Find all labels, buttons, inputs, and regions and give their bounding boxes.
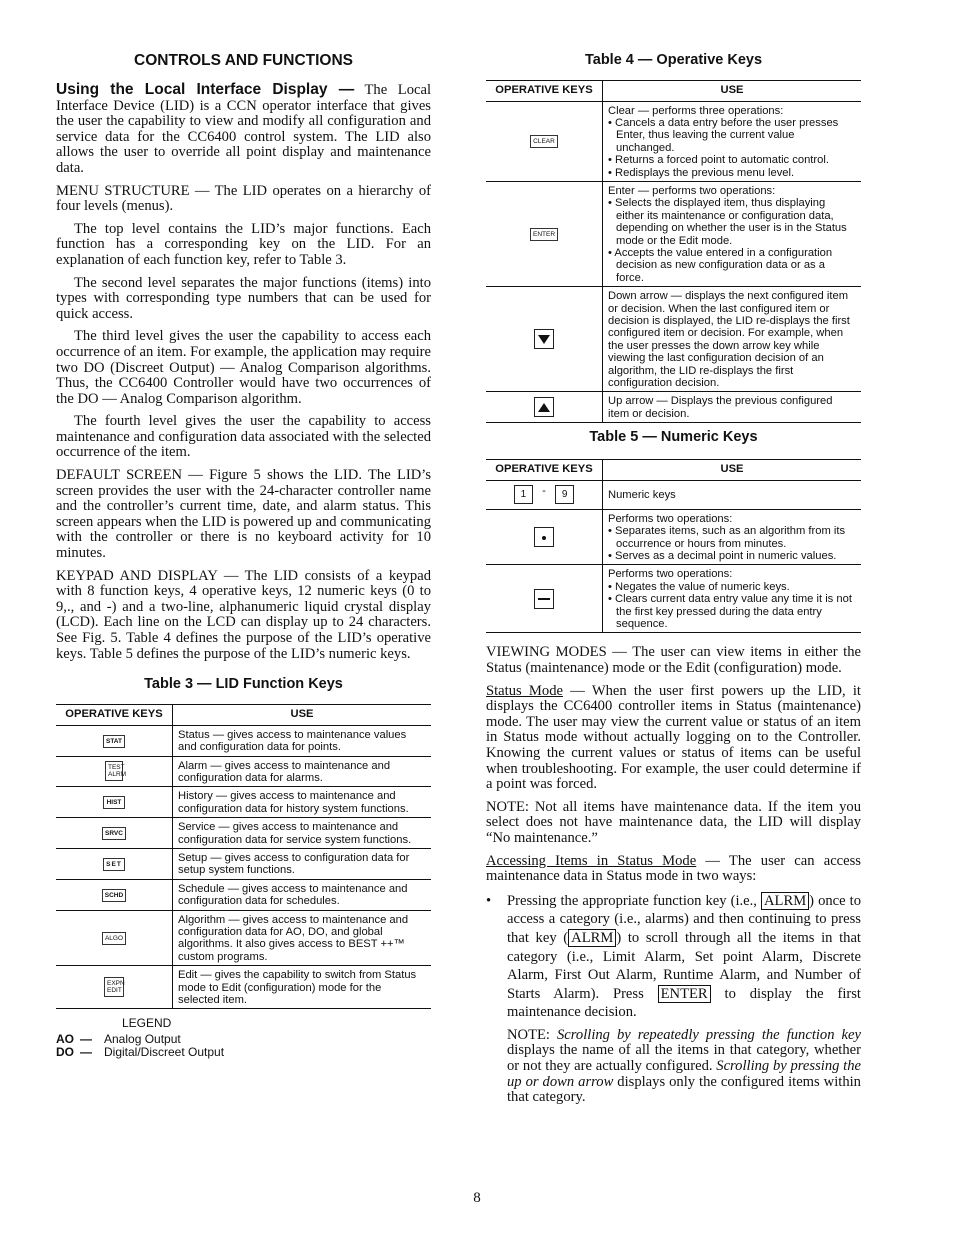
one-key-icon: 1: [514, 485, 533, 504]
table-row: [486, 480, 861, 509]
table3-caption: Table 3 — LID Function Keys: [144, 676, 343, 693]
edit-key-icon: EXPN EDIT: [104, 977, 124, 997]
third-level-paragraph: The third level gives the user the capability to access each occurrence of an item. For example, the application may require two DO (Discreet Output) — Analog Comparison algorithms. Thus, the CC6400 Controller would have two occurrences of the DO — Analog Comparison algorithm.: [56, 328, 431, 407]
col-keys: OPERATIVE KEYS: [486, 81, 603, 102]
table-row: [56, 818, 431, 849]
note-scrolling-paragraph: NOTE: Scrolling by repeatedly pressing the function key displays the name of all the items in that category, whether or not they are actually configured. Scrolling by pressing the up or down arrow displays only the configured items within that category.: [507, 1026, 861, 1106]
table-row: [56, 966, 431, 1009]
keypad-paragraph: KEYPAD AND DISPLAY — The LID consists of a keypad with 8 function keys, 4 operative keys, 12 numeric keys (0 to 9,., and -) and a two-line, alphanumeric liquid crystal display (LCD). Each line on the LCD can display up to 24 characters. See Fig. 5. Table 4 defines the purpose of the LID’s operative keys. Table 5 defines the purpose of the LID’s numeric keys.: [56, 567, 431, 662]
left-column: [56, 50, 431, 1059]
page-number: 8: [473, 1190, 481, 1206]
accessing-items-title: Accessing Items in Status Mode: [486, 852, 697, 869]
schedule-key-icon: SCHD: [102, 889, 126, 902]
note-paragraph: NOTE: Not all items have maintenance data. If the item you select does not have maintenance data, the LID will display “No maintenance.”: [486, 798, 861, 846]
algorithm-key-icon: ALGO: [102, 932, 126, 945]
menu-structure-paragraph: MENU STRUCTURE — The LID operates on a hierarchy of four levels (menus).: [56, 182, 431, 215]
table-row: [56, 879, 431, 910]
table-cell: Alarm — gives access to maintenance and configuration data for alarms.: [173, 756, 432, 787]
alrm-key-label: ALRM: [761, 892, 809, 910]
service-key-icon: SRVC: [102, 827, 126, 840]
alrm-key-label: ALRM: [568, 929, 616, 947]
table-cell: Up arrow — Displays the previous configured item or decision.: [603, 392, 862, 423]
col-use: USE: [603, 81, 862, 102]
table-row: [486, 392, 861, 423]
table-cell: Service — gives access to maintenance and configuration data for service system functions.: [173, 818, 432, 849]
right-column: [486, 50, 861, 1113]
table-row: [56, 910, 431, 966]
table4-operative-keys: [486, 80, 861, 423]
legend-entry: DO — Digital/Discreet Output: [56, 1045, 225, 1060]
legend-entry: AO — Analog Output: [56, 1032, 181, 1047]
table-header-row: [486, 460, 861, 481]
table-cell: Down arrow — displays the next configured item or decision. When the last configured item or decision is displayed, the LID re-displays the first configured item or decision. For example, when the user presses the down arrow key while viewing the last configuration decision of an algorithm, the LID re-displays the first configuration decision.: [603, 287, 862, 392]
table-row: [56, 756, 431, 787]
history-key-icon: HIST: [103, 796, 125, 809]
table-cell: History — gives access to maintenance and configuration data for history system functions.: [173, 787, 432, 818]
table-cell: Setup — gives access to configuration data for setup system functions.: [173, 848, 432, 879]
list-item: • Pressing the appropriate function key (i.e., ALRM ) once to access a category (i.e., alarms) and then continuing to press that key ( ALRM ) to scroll through all the items in that category (i.e., Limit Alarm, Set point Alarm, Discrete Alarm, First Out Alarm, Runtime Alarm, and Number of Starts Alarm). Press ENTER to display the first maintenance decision.: [486, 892, 861, 1022]
table-cell: Clear — performs three operations: • Cancels a data entry before the user presses Enter, thus leaving the current value unchanged. • Returns a forced point to automatic control. • Redisplays the previous menu level.: [603, 101, 862, 181]
table-header-row: [486, 81, 861, 102]
col-keys: OPERATIVE KEYS: [486, 460, 603, 481]
default-screen-paragraph: DEFAULT SCREEN — Figure 5 shows the LID. The LID’s screen provides the user with the 24-character controller name and the controller’s current time, date, and alarm status. This screen appears when the LID is powered up and communicating with the controller or there is no keyboard activity for 10 minutes.: [56, 467, 431, 562]
decimal-point-key-icon: [534, 527, 554, 547]
table4-caption: Table 4 — Operative Keys: [584, 52, 763, 68]
table-row: [486, 509, 861, 565]
stat-key-icon: STAT: [103, 735, 125, 748]
lid-paragraph: [56, 82, 431, 177]
enter-key-icon: ENTER: [530, 228, 558, 241]
table-row: [486, 565, 861, 633]
lid-runin-heading: Using the Local Interface Display —: [56, 81, 355, 98]
viewing-modes-paragraph: VIEWING MODES — The user can view items in either the Status (maintenance) mode or the Edit (configuration) mode.: [486, 644, 861, 676]
table-row: [56, 725, 431, 756]
table-cell: Performs two operations: • Negates the value of numeric keys. • Clears current data entry value any time it is not the first key pressed during the data entry sequence.: [603, 565, 862, 633]
enter-key-label: ENTER: [658, 985, 711, 1003]
table-cell: Algorithm — gives access to maintenance and configuration data for AO, DO, and global algorithms. It also gives access to BEST ++™ custom programs.: [173, 910, 432, 966]
minus-key-icon: [534, 589, 554, 609]
table-cell: Performs two operations: • Separates items, such as an algorithm from its occurrence or hours from minutes. • Serves as a decimal point in numeric values.: [603, 509, 862, 565]
status-mode-title: Status Mode: [486, 682, 563, 699]
access-methods-list: [486, 892, 861, 1022]
clear-key-icon: CLEAR: [530, 135, 558, 148]
col-keys: OPERATIVE KEYS: [56, 705, 173, 726]
lid-text: The Local Interface Device (LID) is a CCN operator interface that gives the user the capability to view and modify all configuration and service data for the CC6400 control system. The LID also allows the user to override all point display and maintenance data.: [56, 82, 431, 176]
up-arrow-key-icon: [534, 397, 554, 417]
table5-caption: Table 5 — Numeric Keys: [589, 429, 758, 446]
alarm-key-icon: TEST ALRM: [105, 761, 123, 781]
nine-key-icon: 9: [555, 485, 574, 504]
second-level-paragraph: The second level separates the major functions (items) into types with corresponding type numbers that can be used for quick access.: [56, 274, 431, 322]
top-level-paragraph: The top level contains the LID’s major functions. Each function has a corresponding key on the LID. For an explanation of each function key, refer to Table 3.: [56, 220, 431, 268]
table5-numeric-keys: [486, 459, 861, 633]
table-row: [486, 101, 861, 181]
section-heading: CONTROLS AND FUNCTIONS: [134, 52, 353, 69]
table-cell: Status — gives access to maintenance values and configuration data for points.: [173, 725, 432, 756]
table-row: [56, 848, 431, 879]
col-use: USE: [603, 460, 862, 481]
legend: [56, 1017, 431, 1059]
down-arrow-key-icon: [534, 329, 554, 349]
table-cell: Edit — gives the capability to switch from Status mode to Edit (configuration) mode for the selected item.: [173, 966, 432, 1009]
table-row: [486, 287, 861, 392]
accessing-items-paragraph: Accessing Items in Status Mode — The user can access maintenance data in Status mode in two ways:: [486, 852, 861, 885]
table-cell: Enter — performs two operations: • Selects the displayed item, thus displaying either its maintenance or configuration data, depending on whether the user is in the Status mode or the Edit mode. • Accepts the value entered in a configuration decision as new configuration data or as a force.: [603, 181, 862, 286]
legend-title: LEGEND: [122, 1016, 172, 1031]
range-dash: -: [542, 485, 546, 498]
table-header-row: [56, 705, 431, 726]
table3-function-keys: [56, 704, 431, 1009]
fourth-level-paragraph: The fourth level gives the user the capability to access maintenance and configuration data associated with the selected occurrence of the item.: [56, 413, 431, 461]
setup-key-icon: SET: [103, 858, 125, 871]
col-use: USE: [173, 705, 432, 726]
table-cell: Numeric keys: [603, 480, 862, 509]
table-row: [56, 787, 431, 818]
status-mode-paragraph: Status Mode — When the user first powers up the LID, it displays the CC6400 controller items in Status (maintenance) mode. The user may view the current value or status of an item in Status mode without actually logging on to the Controller. Knowing the current values or status of items can be useful when troubleshooting. For example, the user could determine if a point was forced.: [486, 682, 861, 793]
table-row: [486, 181, 861, 286]
table-cell: Schedule — gives access to maintenance and configuration data for schedules.: [173, 879, 432, 910]
